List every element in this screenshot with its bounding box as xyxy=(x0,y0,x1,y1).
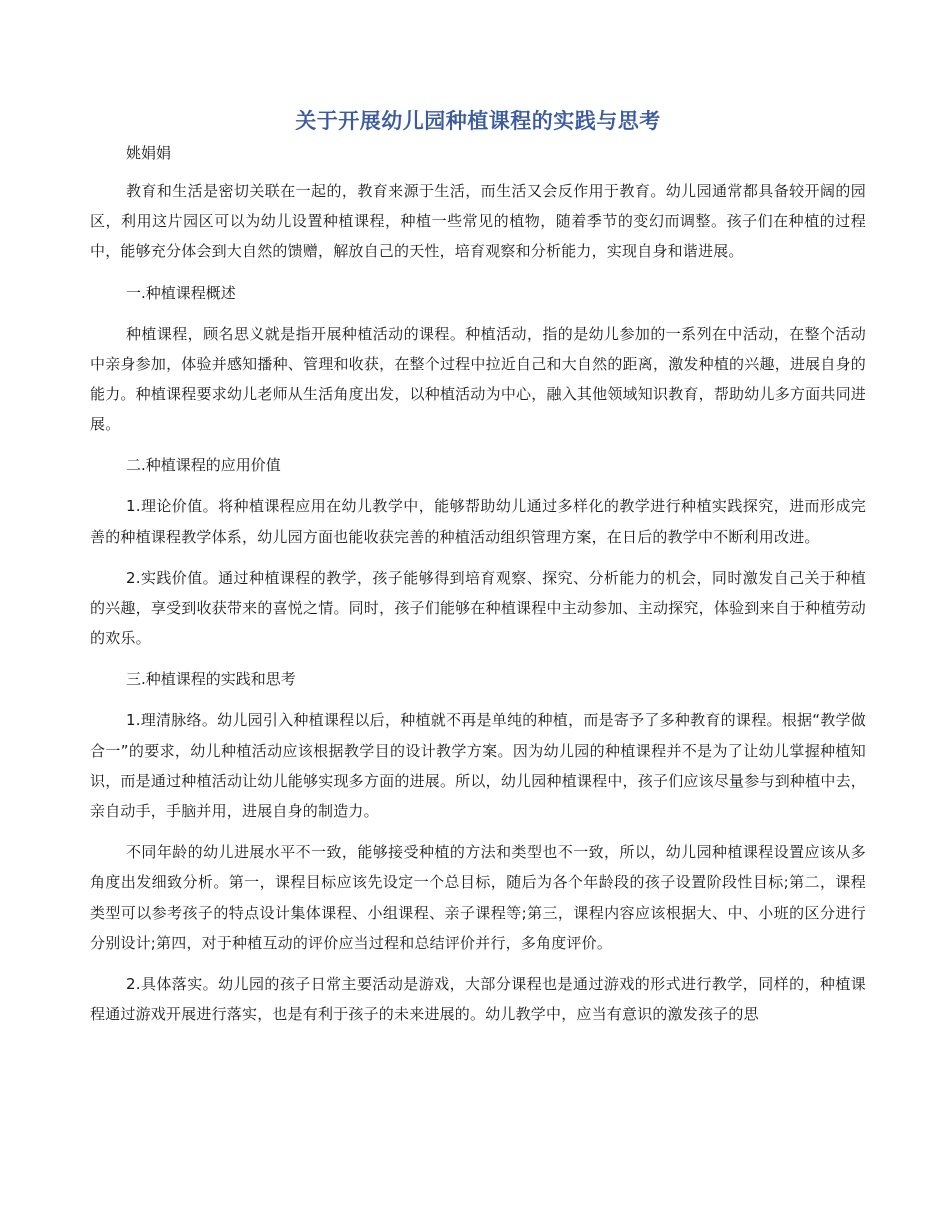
section-heading: 三.种植课程的实践和思考 xyxy=(126,670,296,689)
paragraph: 不同年龄的幼儿进展水平不一致，能够接受种植的方法和类型也不一致，所以，幼儿园种植课程设置应该从多角度出发细致分析。第一，课程目标应该先设定一个总目标，随后为各个年龄段的孩子设置阶段性目标;第二，课程类型可以参考孩子的特点设计集体课程、小组课程、亲子课程等;第三，课程内容应该根据大、中、小班的区分进行分别设计;第四，对于种植互动的评价应当过程和总结评价并行，多角度评价。 xyxy=(90,843,866,952)
author-name: 姚娟娟 xyxy=(126,144,172,162)
section-heading: 二.种植课程的应用价值 xyxy=(126,456,281,475)
paragraph: 教育和生活是密切关联在一起的，教育来源于生活，而生活又会反作用于教育。幼儿园通常都具备较开阔的园区，利用这片园区可以为幼儿设置种植课程，种植一些常见的植物，随着季节的变幻而调整。孩子们在种植的过程中，能够充分体会到大自然的馈赠，解放自己的天性，培育观察和分析能力，实现自身和谐进展。 xyxy=(90,182,866,261)
paragraph: 种植课程，顾名思义就是指开展种植活动的课程。种植活动，指的是幼儿参加的一系列在中活动，在整个活动中亲身参加，体验并感知播种、管理和收获，在整个过程中拉近自己和大自然的距离，激发种植的兴趣，进展自身的能力。种植课程要求幼儿老师从生活角度出发，以种植活动为中心，融入其他领域知识教育，帮助幼儿多方面共同进展。 xyxy=(90,324,866,434)
paragraph: 1.理论价值。将种植课程应用在幼儿教学中，能够帮助幼儿通过多样化的教学进行种植实践探究，进而形成完善的种植课程教学体系，幼儿园方面也能收获完善的种植活动组织管理方案，在日后的教学中不断利用改进。 xyxy=(90,497,866,546)
paragraph: 1.理清脉络。幼儿园引入种植课程以后，种植就不再是单纯的种植，而是寄予了多种教育的课程。根据“教学做合一”的要求，幼儿种植活动应该根据教学目的设计教学方案。因为幼儿园的种植课程并不是为了让幼儿掌握种植知识，而是通过种植活动让幼儿能够实现多方面的进展。所以，幼儿园种植课程中，孩子们应该尽量参与到种植中去，亲自动手，手脑并用，进展自身的制造力。 xyxy=(90,711,866,821)
page-title: 关于开展幼儿园种植课程的实践与思考 xyxy=(295,109,661,133)
document-page xyxy=(90,104,866,1040)
section-heading: 一.种植课程概述 xyxy=(126,283,236,302)
paragraph: 2.具体落实。幼儿园的孩子日常主要活动是游戏，大部分课程也是通过游戏的形式进行教学，同样的，种植课程通过游戏开展进行落实，也是有利于孩子的未来进展的。幼儿教学中，应当有意识的激发孩子的思 xyxy=(90,975,866,1024)
paragraph: 2.实践价值。通过种植课程的教学，孩子能够得到培育观察、探究、分析能力的机会，同时激发自己关于种植的兴趣，享受到收获带来的喜悦之情。同时，孩子们能够在种植课程中主动参加、主动探究，体验到来自于种植劳动的欢乐。 xyxy=(90,568,866,648)
